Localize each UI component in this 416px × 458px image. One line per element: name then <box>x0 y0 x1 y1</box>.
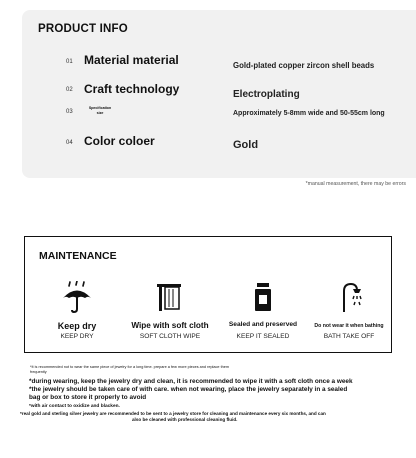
row-label: Specification size <box>88 106 112 116</box>
maintenance-item-sealed <box>217 281 309 345</box>
row-value: Gold-plated copper zircon shell beads <box>233 61 375 70</box>
row-number: 04 <box>66 140 73 146</box>
maintenance-item-keep-dry <box>31 281 123 345</box>
care-note-small: *It is recommended not to wear the same piece of jewelry for a long time. prepare a few more pieces and replace them <box>30 365 230 369</box>
row-number: 02 <box>66 87 73 93</box>
care-note: *during wearing, keep the jewelry dry and clean, it is recommended to wipe it with a soft cloth once a week <box>29 378 353 385</box>
row-number: 01 <box>66 59 73 65</box>
info-row-craft <box>22 74 416 98</box>
maintenance-sublabel: BATH TAKE OFF <box>323 333 375 340</box>
umbrella-rain-icon <box>61 281 93 313</box>
measurement-note: *manual measurement, there may be errors <box>305 181 406 187</box>
maintenance-label: Wipe with soft cloth <box>131 321 209 330</box>
care-note: bag or box to store it properly to avoid <box>29 394 147 401</box>
maintenance-item-soft-cloth <box>124 281 216 345</box>
row-value: Gold <box>233 139 259 151</box>
maintenance-sublabel: SOFT CLOTH WIPE <box>139 333 201 340</box>
row-label: Craft technology <box>84 82 180 96</box>
row-number: 03 <box>66 109 73 115</box>
info-row-color <box>22 132 416 156</box>
product-info-card <box>22 10 416 178</box>
row-value: Approximately 5-8mm wide and 50-55cm long <box>233 110 385 117</box>
shower-icon <box>333 281 365 313</box>
maintenance-label: Sealed and preserved <box>228 321 298 328</box>
care-note-small: frequently <box>30 370 47 374</box>
info-row-specification <box>22 106 416 130</box>
maintenance-sublabel: KEEP DRY <box>60 333 94 340</box>
cloth-wipe-icon <box>154 281 186 313</box>
care-note-small: *real gold and sterling silver jewelry are recommended to be sent to a jewelry store for cleaning and maintenance every six months, and can <box>20 411 326 416</box>
info-row-material <box>22 52 416 76</box>
row-label: Material material <box>84 53 179 67</box>
maintenance-item-bathing <box>303 281 395 345</box>
maintenance-label: Do not wear it when bathing <box>314 323 384 329</box>
row-value: Electroplating <box>233 89 300 100</box>
care-note: *the jewelry should be taken care of with care. when not wearing, place the jewelry separately in a sealed <box>29 386 348 393</box>
maintenance-sublabel: KEEP IT SEALED <box>236 333 290 340</box>
product-info-title: PRODUCT INFO <box>38 23 128 35</box>
maintenance-title: MAINTENANCE <box>39 250 117 262</box>
maintenance-label: Keep dry <box>57 321 97 331</box>
maintenance-box <box>24 236 392 353</box>
row-label: Color coloer <box>84 134 155 148</box>
sealed-jar-icon <box>247 281 279 313</box>
care-note-small: *with air contact to oxidize and blacken. <box>29 404 120 409</box>
care-note-small: also be cleaned with professional cleaning fluid. <box>132 417 238 422</box>
